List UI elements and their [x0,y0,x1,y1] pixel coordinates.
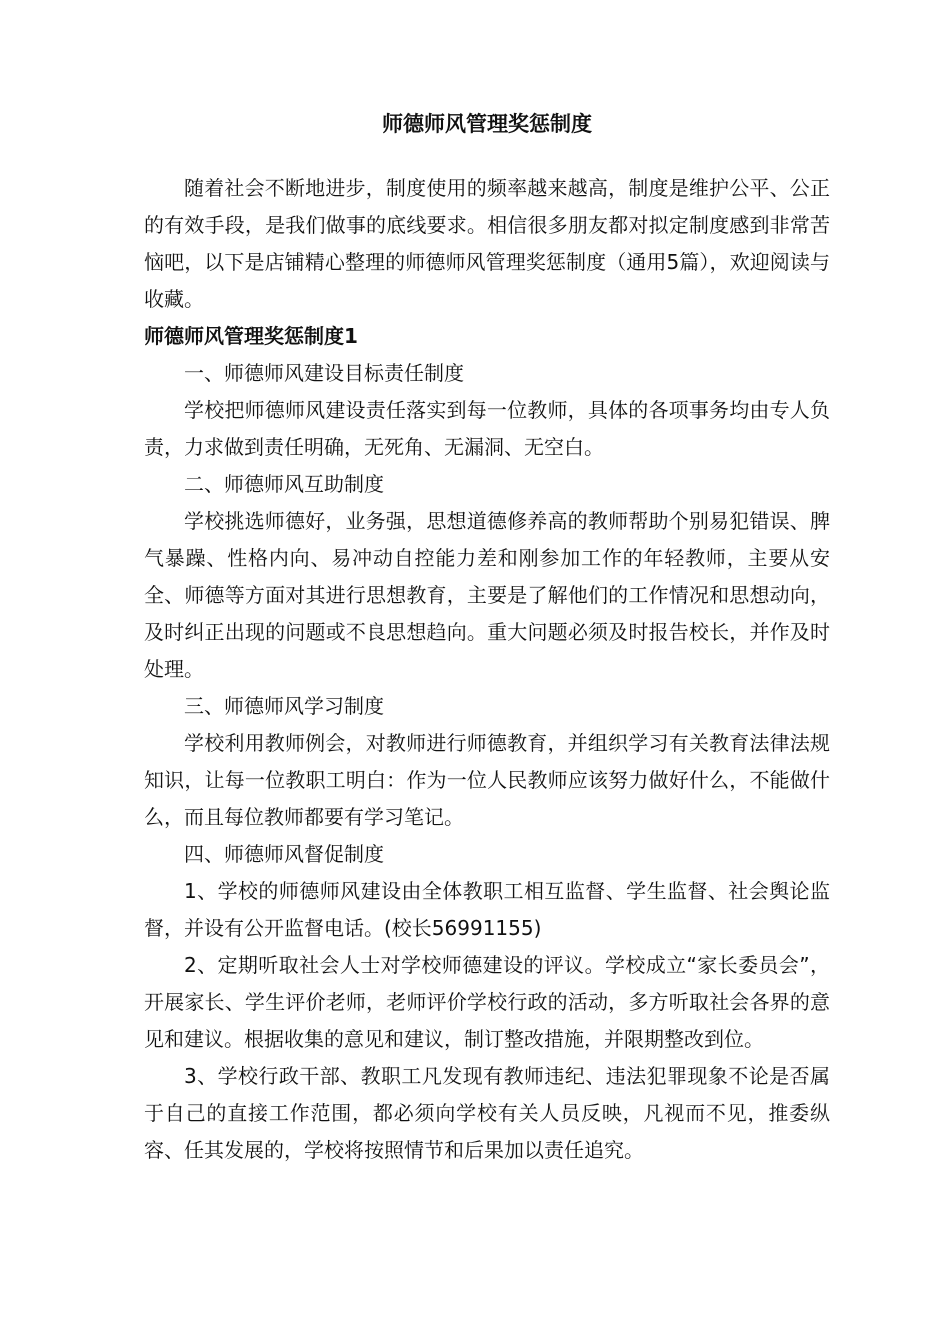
subsection-paragraph-4-3: 3、学校行政干部、教职工凡发现有教师违纪、违法犯罪现象不论是否属于自己的直接工作范围，都必须向学校有关人员反映，凡视而不见，推委纵容、任其发展的，学校将按照情节和后果加以责任追究。 [144,1064,830,1162]
document-title: 师德师风管理奖惩制度 [382,112,592,136]
subsection-heading-3: 三、师德师风学习制度 [184,694,384,718]
subsection-paragraph-4-2: 2、定期听取社会人士对学校师德建设的评议。学校成立“家长委员会”，开展家长、学生评价老师，老师评价学校行政的活动，多方听取社会各界的意见和建议。根据收集的意见和建议，制订整改措施，并限期整改到位。 [144,953,830,1051]
subsection-paragraph-1: 学校把师德师风建设责任落实到每一位教师，具体的各项事务均由专人负责，力求做到责任明确，无死角、无漏洞、无空白。 [144,398,830,459]
section-heading: 师德师风管理奖惩制度1 [144,324,358,348]
subsection-heading-4: 四、师德师风督促制度 [184,842,384,866]
subsection-paragraph-3: 学校利用教师例会，对教师进行师德教育，并组织学习有关教育法律法规知识，让每一位教职工明白：作为一位人民教师应该努力做好什么，不能做什么，而且每位教师都要有学习笔记。 [144,731,830,829]
subsection-paragraph-4-1: 1、学校的师德师风建设由全体教职工相互监督、学生监督、社会舆论监督，并设有公开监督电话。(校长56991155) [144,879,830,940]
intro-paragraph: 随着社会不断地进步，制度使用的频率越来越高，制度是维护公平、公正的有效手段，是我们做事的底线要求。相信很多朋友都对拟定制度感到非常苦恼吧，以下是店铺精心整理的师德师风管理奖惩制度（通用5篇），欢迎阅读与收藏。 [144,176,830,311]
subsection-paragraph-2: 学校挑选师德好，业务强，思想道德修养高的教师帮助个别易犯错误、脾气暴躁、性格内向、易冲动自控能力差和刚参加工作的年轻教师，主要从安全、师德等方面对其进行思想教育，主要是了解他们的工作情况和思想动向，及时纠正出现的问题或不良思想趋向。重大问题必须及时报告校长，并作及时处理。 [144,509,830,681]
subsection-heading-1: 一、师德师风建设目标责任制度 [184,361,464,385]
subsection-heading-2: 二、师德师风互助制度 [184,472,384,496]
